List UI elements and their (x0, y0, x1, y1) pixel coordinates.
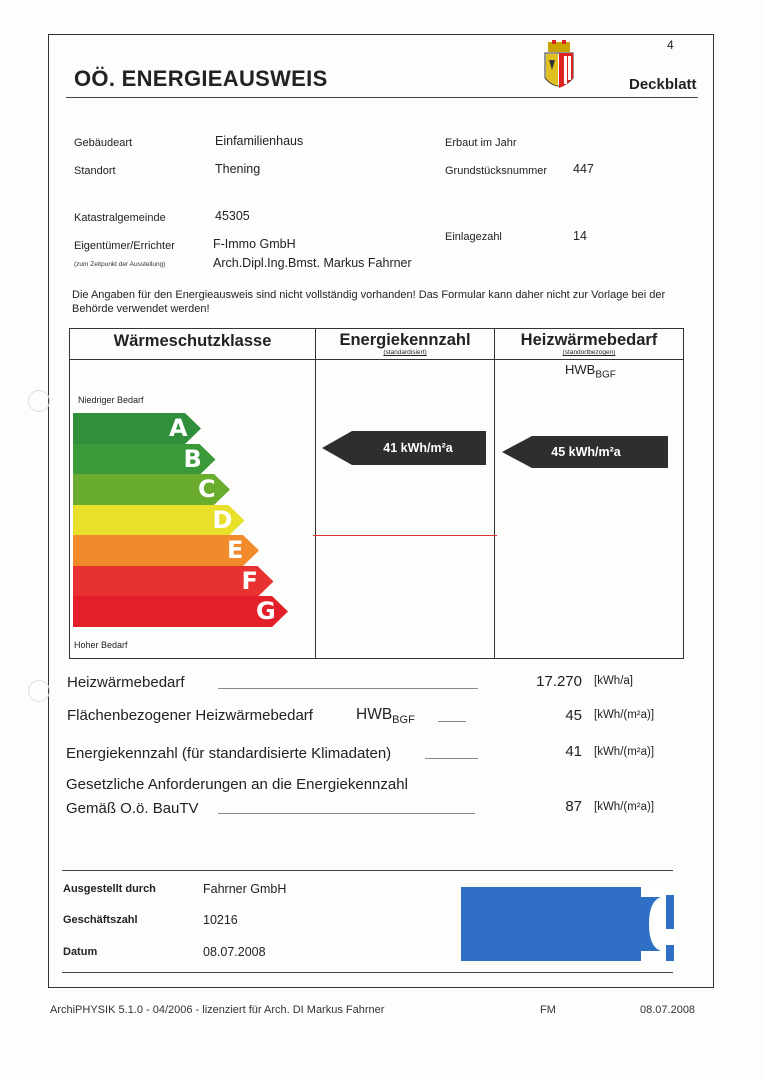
punch-hole (28, 680, 50, 702)
energy-rating-table (69, 328, 684, 659)
high-demand-label: Hoher Bedarf (74, 640, 128, 650)
issued-bottom-rule (62, 972, 673, 973)
hwb-label: Heizwärmebedarf (67, 674, 185, 691)
eigentuemer-label: Eigentümer/Errichter (74, 240, 175, 252)
author-initials: FM (540, 1004, 556, 1016)
katastralgemeinde-label: Katastralgemeinde (74, 212, 166, 224)
hwb-arrow-label: 45 kWh/m²a (551, 444, 621, 459)
leader-line (425, 758, 478, 759)
col-header-energiekennzahl (316, 329, 494, 360)
eigentuemer-value-2: Arch.Dipl.Ing.Bmst. Markus Fahrner (213, 256, 412, 270)
col-header-waermeschutzklasse (70, 329, 315, 360)
company-stamp-logo (461, 887, 675, 961)
hwb-subscript: BGF (595, 369, 616, 381)
business-number-value: 10216 (203, 913, 238, 927)
requirement-label-2: Gemäß O.ö. BauTV (66, 800, 199, 817)
issued-top-rule (62, 870, 673, 871)
leader-line (218, 813, 475, 814)
footer-date: 08.07.2008 (640, 1004, 696, 1016)
hwb-unit: [kWh/a] (594, 675, 633, 687)
col-title: Energiekennzahl (339, 331, 471, 349)
col-title: Heizwärmebedarf (520, 331, 658, 349)
hwb-bgf-unit: [kWh/(m²a)] (594, 709, 655, 721)
date-value: 08.07.2008 (203, 945, 266, 959)
energy-class-letter: D (212, 505, 233, 534)
punch-hole (28, 390, 50, 412)
hwb-subscript: BGF (392, 714, 415, 727)
requirement-label: Gesetzliche Anforderungen an die Energiekennzahl (66, 776, 408, 793)
issued-by-value: Fahrner GmbH (203, 882, 287, 896)
col-header-heizwaermebedarf (495, 329, 683, 360)
issued-by-label: Ausgestellt durch (63, 883, 156, 895)
gebaeudeart-value: Einfamilienhaus (215, 134, 304, 148)
energy-class-letter: C (198, 475, 216, 503)
hwb-symbol: HWB (356, 706, 393, 723)
coat-of-arms-icon (542, 40, 576, 94)
requirement-line (313, 535, 497, 536)
requirement-value: 87 (565, 798, 582, 815)
table-divider (494, 329, 495, 658)
grundstueck-label: Grundstücksnummer (445, 165, 548, 177)
requirement-unit: [kWh/(m²a)] (594, 801, 655, 813)
grundstueck-value: 447 (573, 162, 594, 176)
ekz-arrow-label: 41 kWh/m²a (383, 441, 453, 456)
hwb-bgf-label: Flächenbezogener Heizwärmebedarf (67, 707, 313, 724)
einlagezahl-value: 14 (573, 229, 587, 243)
section-label: Deckblatt (629, 76, 697, 93)
energy-class-letter: B (183, 444, 202, 473)
col-title: Wärmeschutzklasse (113, 332, 272, 350)
gebaeudeart-label: Gebäudeart (74, 137, 133, 149)
software-credit: ArchiPHYSIK 5.1.0 - 04/2006 - lizenziert für Arch. DI Markus Fahrner (50, 1004, 385, 1016)
col-subtitle: (standardisiert) (383, 349, 427, 356)
incomplete-data-notice: Die Angaben für den Energieausweis sind nicht vollständig vorhanden! Das Formular kann daher nicht zur Vorlage bei der Behörde verwendet werden! (72, 289, 666, 315)
ekz-value: 41 (565, 743, 582, 760)
hwb-bgf-symbol (565, 362, 616, 381)
col-subtitle: (standortbezogen) (562, 349, 616, 356)
energy-class-letter: F (241, 566, 258, 595)
hwb-bgf-symbol-row (356, 706, 415, 726)
energy-class-letter: G (256, 597, 276, 625)
hwb-symbol: HWB (565, 362, 596, 377)
date-label: Datum (63, 946, 98, 958)
katastralgemeinde-value: 45305 (215, 209, 250, 223)
hwb-value: 17.270 (536, 673, 582, 690)
header-rule (66, 97, 698, 98)
hwb-bgf-value: 45 (565, 707, 582, 724)
table-divider (315, 329, 316, 658)
standort-label: Standort (74, 165, 116, 177)
page-title: OÖ. ENERGIEAUSWEIS (74, 66, 328, 91)
eigentuemer-value: F-Immo GmbH (213, 237, 296, 251)
leader-line (218, 688, 478, 689)
standort-value: Thening (215, 162, 261, 176)
eigentuemer-sublabel: (zum Zeitpunkt der Ausstellung) (74, 261, 166, 268)
erbaut-label: Erbaut im Jahr (445, 137, 517, 149)
page-number: 4 (667, 38, 674, 52)
ekz-unit: [kWh/(m²a)] (594, 746, 655, 758)
low-demand-label: Niedriger Bedarf (78, 395, 144, 405)
energy-class-letter: E (227, 536, 244, 564)
einlagezahl-label: Einlagezahl (445, 231, 502, 243)
leader-line (438, 721, 466, 722)
business-number-label: Geschäftszahl (63, 914, 138, 926)
energy-class-letter: A (169, 414, 188, 442)
ekz-label: Energiekennzahl (für standardisierte Klimadaten) (66, 745, 392, 762)
